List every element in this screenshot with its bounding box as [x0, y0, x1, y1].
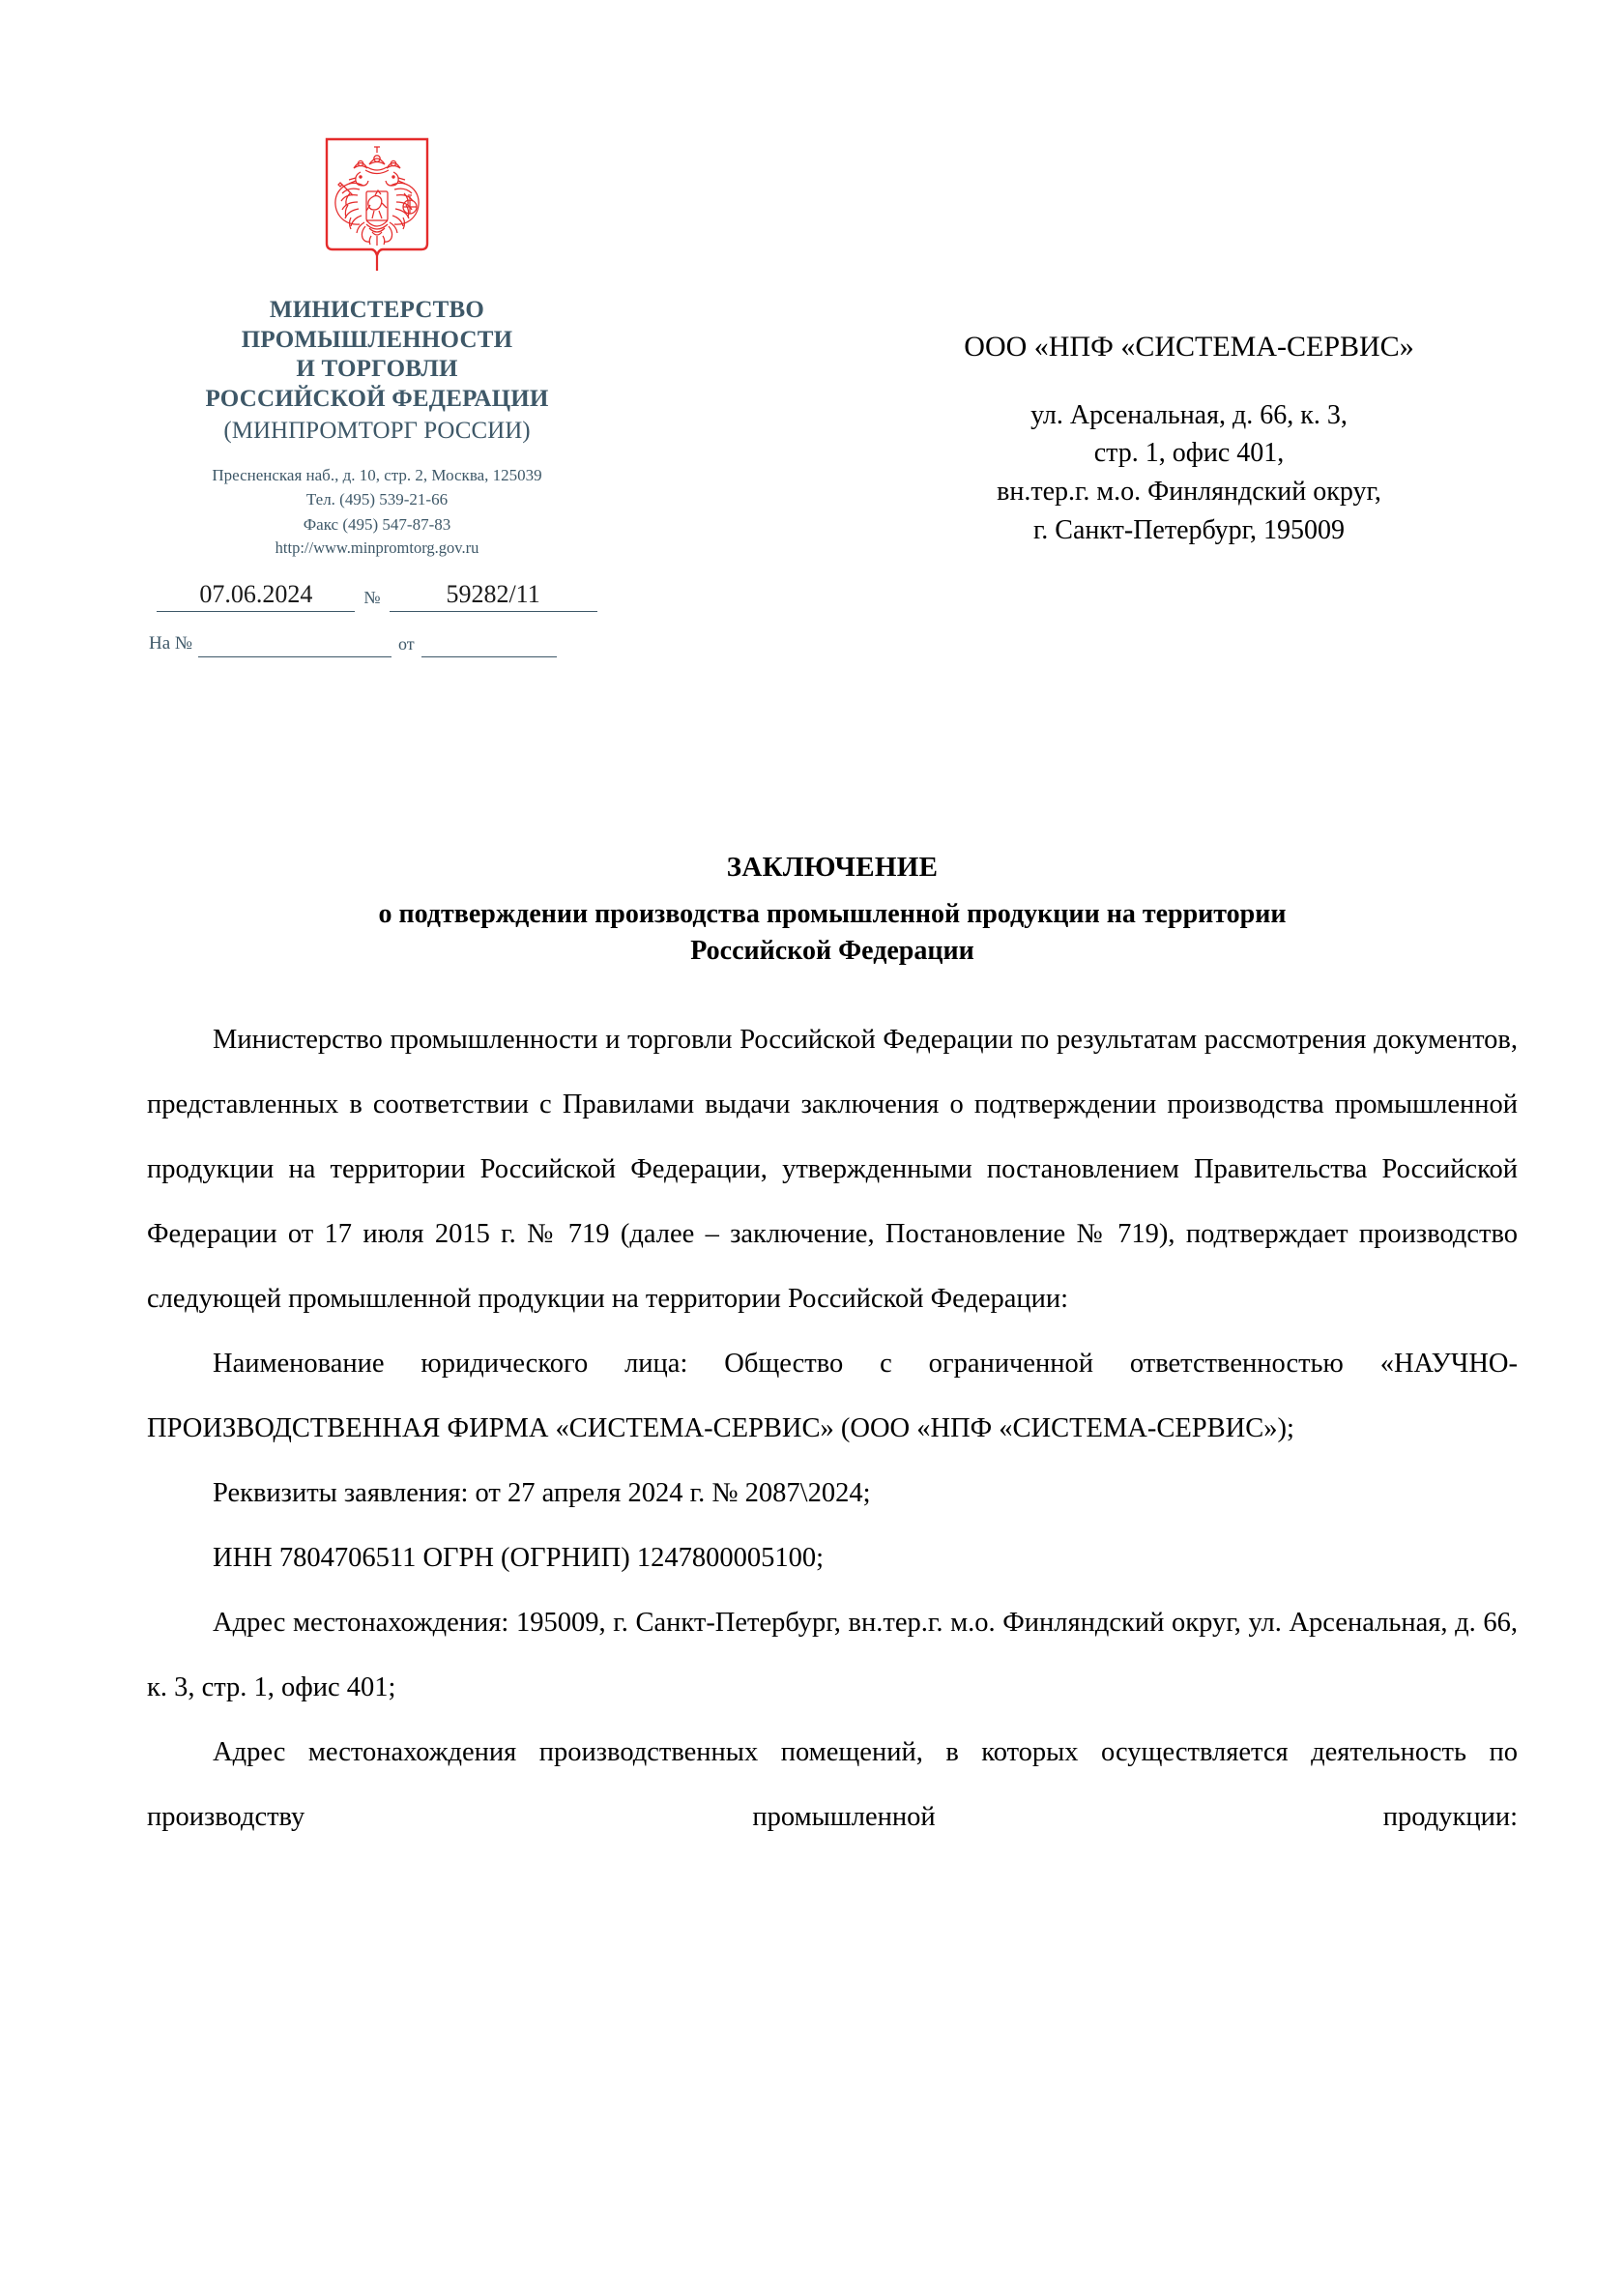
ministry-contacts: [135, 463, 619, 561]
page-title: ЗАКЛЮЧЕНИЕ: [726, 852, 939, 883]
incoming-reference-line: [135, 633, 619, 657]
body-paragraph-3: Реквизиты заявления: от 27 апреля 2024 г. № 2087\2024;: [213, 1478, 871, 1508]
addressee-address: [851, 396, 1527, 550]
letterhead-header: [0, 0, 1624, 793]
ministry-name-line-1: МИНИСТЕРСТВО: [269, 297, 485, 323]
body-paragraph-4: ИНН 7804706511 ОГРН (ОГРНИП) 1247800005100;: [213, 1543, 824, 1573]
addressee-address-line-1: ул. Арсенальная, д. 66, к. 3,: [1030, 399, 1348, 430]
body-paragraph-1: Министерство промышленности и торговли Российской Федерации по результатам рассмотрения документов, представленных в соответствии с Правилами выдачи заключения о подтверждении производства промышленной продукции на территории Российской Федерации, утвержденными постановлением Правительства Российской Федерации от 17 июля 2015 г. № 719 (далее – заключение, Постановление № 719), подтверждает производство следующей промышленной продукции на территории Российской Федерации:: [147, 1025, 1518, 1314]
ministry-short-name: (МИНПРОМТОРГ РОССИИ): [223, 418, 531, 444]
on-reference-number-field[interactable]: [198, 633, 392, 657]
ministry-name-line-2: ПРОМЫШЛЕННОСТИ: [241, 326, 513, 353]
document-number-field[interactable]: 59282/11: [390, 580, 597, 612]
addressee-company-name: ООО «НПФ «СИСТЕМА-СЕРВИС»: [964, 331, 1414, 363]
number-symbol-label: №: [363, 587, 381, 607]
ministry-phone: Тел. (495) 539-21-66: [305, 490, 449, 509]
ministry-name-line-4: РОССИЙСКОЙ ФЕДЕРАЦИИ: [205, 385, 549, 412]
addressee-address-line-2: стр. 1, офис 401,: [1093, 438, 1285, 469]
on-reference-label: На №: [149, 632, 193, 654]
on-reference-date-field[interactable]: [421, 633, 557, 657]
ministry-postal-address: Пресненская наб., д. 10, стр. 2, Москва, 125039: [212, 465, 542, 484]
addressee-block: [851, 329, 1527, 550]
body-paragraph-5: Адрес местонахождения: 195009, г. Санкт-Петербург, вн.тер.г. м.о. Финляндский округ, ул. Арсенальная, д. 66, к. 3, стр. 1, офис 401;: [147, 1608, 1518, 1702]
ministry-name-line-3: И ТОРГОВЛИ: [296, 356, 458, 382]
document-subtitle-line-2: Российской Федерации: [690, 935, 974, 966]
document-reference-line: [135, 580, 619, 612]
document-title-block: [147, 851, 1518, 969]
ministry-name: [135, 296, 619, 414]
russian-coat-of-arms-icon: [321, 135, 433, 278]
addressee-address-line-3: вн.тер.г. м.о. Финляндский округ,: [997, 477, 1381, 507]
document-subtitle: [147, 896, 1518, 970]
addressee-address-line-4: г. Санкт-Петербург, 195009: [1032, 514, 1346, 545]
body-paragraph-6: Адрес местонахождения производственных помещений, в которых осуществляется деятельность по производству промышленной продукции:: [147, 1737, 1518, 1832]
document-body: [147, 1007, 1518, 1849]
ministry-letterhead: [135, 135, 619, 657]
on-reference-from-label: от: [398, 633, 415, 654]
body-paragraph-2: Наименование юридического лица: Общество с ограниченной ответственностью «НАУЧНО-ПРОИЗВОДСТВЕННАЯ ФИРМА «СИСТЕМА-СЕРВИС» (ООО «НПФ «СИСТЕМА-СЕРВИС»);: [147, 1349, 1518, 1443]
document-subtitle-line-1: о подтверждении производства промышленной продукции на территории: [378, 898, 1287, 929]
ministry-website: http://www.minpromtorg.gov.ru: [275, 538, 479, 557]
document-date-field[interactable]: 07.06.2024: [157, 580, 355, 612]
ministry-fax: Факс (495) 547-87-83: [303, 514, 451, 534]
